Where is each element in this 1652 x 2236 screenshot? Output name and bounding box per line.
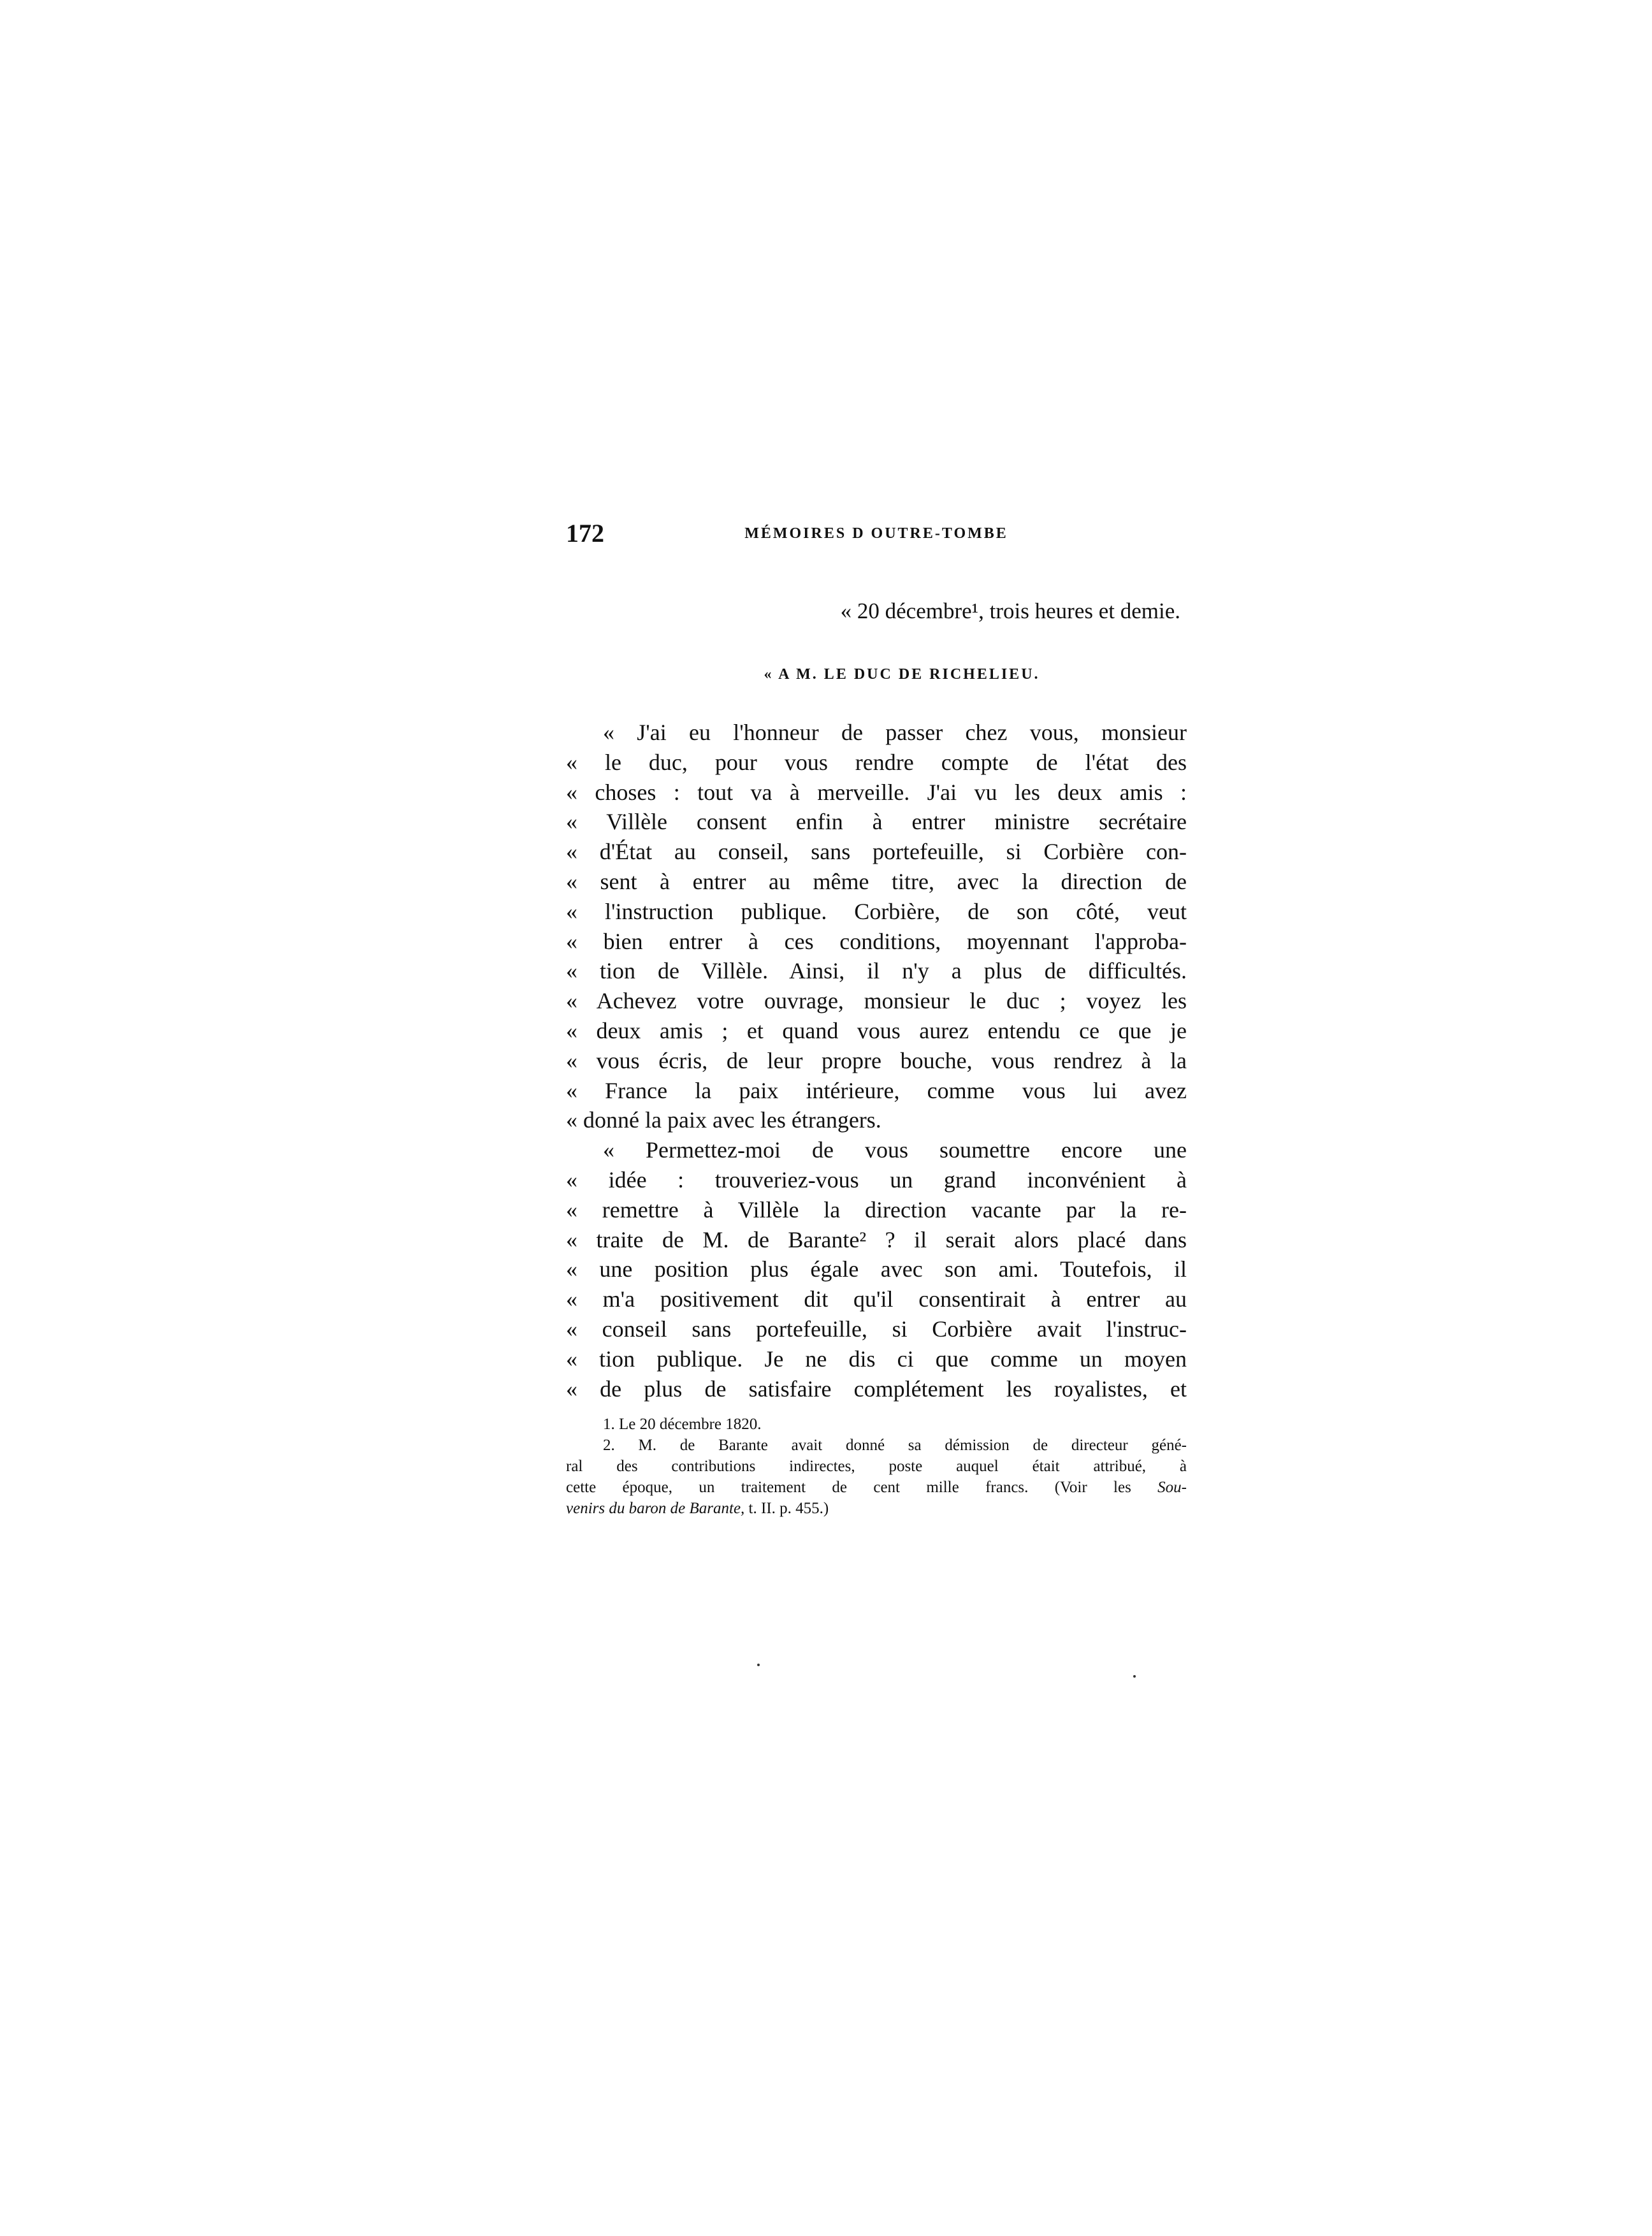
text-line: « bien entrer à ces conditions, moyennant l'approba- bbox=[566, 928, 1187, 954]
text-line: « l'instruction publique. Corbière, de son côté, veut bbox=[566, 898, 1187, 924]
footnote-2-line: ral des contributions indirectes, poste auquel était attribué, à bbox=[566, 1458, 1187, 1476]
letter-dateline: « 20 décembre¹, trois heures et demie. bbox=[840, 599, 1180, 623]
footnote-2-text: t. II. p. 455.) bbox=[744, 1500, 829, 1518]
text-line: « tion de Villèle. Ainsi, il n'y a plus de difficultés. bbox=[566, 958, 1187, 984]
text-line: « tion publique. Je ne dis ci que comme un moyen bbox=[566, 1346, 1187, 1372]
text-line: « Achevez votre ouvrage, monsieur le duc ; voyez les bbox=[566, 988, 1187, 1014]
text-line: « traite de M. de Barante² ? il serait alors placé dans bbox=[566, 1226, 1187, 1252]
footnote-2-italic: Sou- bbox=[1157, 1479, 1187, 1497]
letter-addressee: « A M. LE DUC DE RICHELIEU. bbox=[764, 666, 1040, 683]
text-line: « conseil sans portefeuille, si Corbière avait l'instruc- bbox=[566, 1316, 1187, 1342]
footnote-2-line bbox=[566, 1498, 1187, 1519]
text-line: « Permettez-moi de vous soumettre encore une bbox=[603, 1137, 1187, 1163]
scan-speck bbox=[1133, 1675, 1136, 1678]
text-line: « choses : tout va à merveille. J'ai vu les deux amis : bbox=[566, 779, 1187, 805]
text-line: « donné la paix avec les étrangers. bbox=[566, 1107, 881, 1133]
page-header bbox=[566, 516, 1187, 551]
book-page bbox=[566, 516, 1187, 1519]
page-number: 172 bbox=[566, 519, 604, 548]
text-line: « idée : trouveriez-vous un grand inconvénient à bbox=[566, 1166, 1187, 1193]
footnote-2-line bbox=[566, 1477, 1187, 1498]
text-line: « le duc, pour vous rendre compte de l'état des bbox=[566, 749, 1187, 775]
text-line: « France la paix intérieure, comme vous lui avez bbox=[566, 1077, 1187, 1103]
letter-body bbox=[566, 718, 1187, 1404]
text-line: « remettre à Villèle la direction vacante par la re- bbox=[566, 1196, 1187, 1223]
footnote-1: 1. Le 20 décembre 1820. bbox=[603, 1416, 762, 1434]
text-line: « d'État au conseil, sans portefeuille, si Corbière con- bbox=[566, 839, 1187, 865]
text-line: « de plus de satisfaire complétement les royalistes, et bbox=[566, 1376, 1187, 1402]
text-line: « une position plus égale avec son ami. Toutefois, il bbox=[566, 1256, 1187, 1282]
footnotes bbox=[566, 1414, 1187, 1519]
running-title: MÉMOIRES D OUTRE-TOMBE bbox=[744, 525, 1008, 542]
text-line: « Villèle consent enfin à entrer ministre secrétaire bbox=[566, 809, 1187, 835]
scan-speck bbox=[757, 1664, 760, 1666]
text-line: « deux amis ; et quand vous aurez entendu ce que je bbox=[566, 1017, 1187, 1043]
text-line: « m'a positivement dit qu'il consentirait à entrer au bbox=[566, 1286, 1187, 1312]
text-line: « J'ai eu l'honneur de passer chez vous, monsieur bbox=[603, 720, 1187, 745]
text-line: « vous écris, de leur propre bouche, vous rendrez à la bbox=[566, 1047, 1187, 1073]
footnote-2-text: cette époque, un traitement de cent mille francs. (Voir les bbox=[566, 1479, 1131, 1497]
text-line: « sent à entrer au même titre, avec la direction de bbox=[566, 868, 1187, 894]
footnote-2-line: 2. M. de Barante avait donné sa démission de directeur géné- bbox=[603, 1437, 1187, 1455]
footnote-2-italic: venirs du baron de Barante, bbox=[566, 1500, 745, 1518]
